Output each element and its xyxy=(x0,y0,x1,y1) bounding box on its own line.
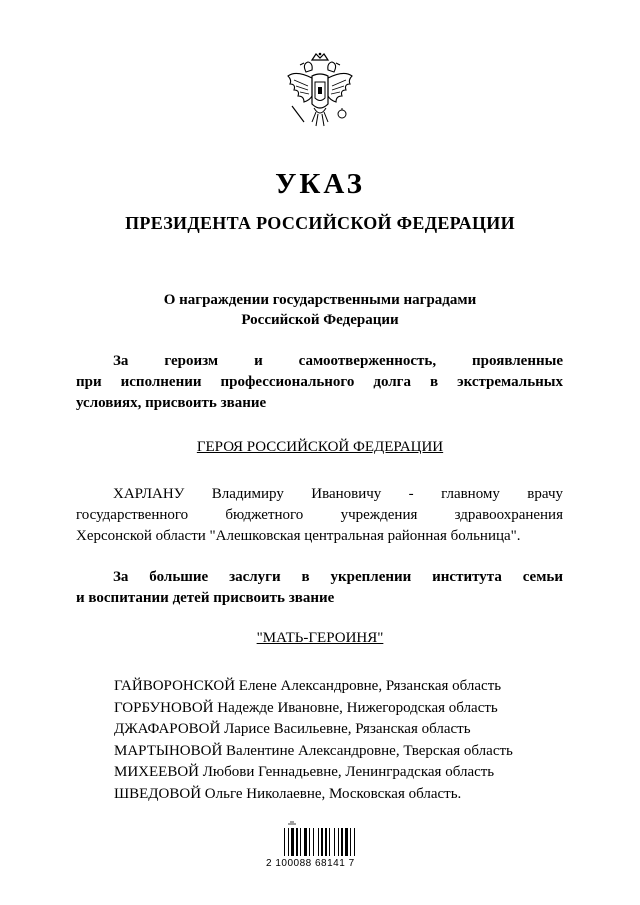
text-line: За большие заслуги в укреплении института семьи xyxy=(113,569,563,585)
decree-subtitle: ПРЕЗИДЕНТА РОССИЙСКОЙ ФЕДЕРАЦИИ xyxy=(125,213,515,233)
text-line: при исполнении профессионального долга в экстремальных xyxy=(76,374,563,390)
coat-of-arms-emblem xyxy=(282,52,358,140)
list-item: ГОРБУНОВОЙ Надежде Ивановне, Нижегородская область xyxy=(114,699,498,716)
list-item: ДЖАФАРОВОЙ Ларисе Васильевне, Рязанская область xyxy=(114,721,471,737)
decree-title: УКАЗ xyxy=(275,168,365,200)
award-title-mother-heroine: "МАТЬ-ГЕРОИНЯ" xyxy=(256,630,384,646)
text-line: и воспитании детей присвоить звание xyxy=(76,590,335,606)
section1-intro xyxy=(76,351,563,414)
text-line: Херсонской области "Алешковская центральная районная больница". xyxy=(76,528,521,544)
list-item: ШВЕДОВОЙ Ольге Николаевне, Московская область. xyxy=(114,785,462,802)
text-line: государственного бюджетного учреждения здравоохранения xyxy=(76,507,563,523)
list-item: ГАЙВОРОНСКОЙ Елене Александровне, Рязанская область xyxy=(114,678,502,694)
barcode-number: 2 100088 68141 7 xyxy=(266,858,355,869)
list-item: МИХЕЕВОЙ Любови Геннадьевне, Ленинградская область xyxy=(114,764,495,780)
subject-line: О награждении государственными наградами xyxy=(163,292,477,308)
section2-intro xyxy=(76,567,563,609)
barcode-image xyxy=(282,820,366,858)
recipients-list xyxy=(114,676,513,805)
text-line: За героизм и самоотверженность, проявленные xyxy=(113,353,563,369)
text-line: ХАРЛАНУ Владимиру Ивановичу - главному врачу xyxy=(113,486,563,502)
section1-recipient xyxy=(76,484,563,547)
award-title-hero: ГЕРОЯ РОССИЙСКОЙ ФЕДЕРАЦИИ xyxy=(196,439,444,455)
list-item: МАРТЫНОВОЙ Валентине Александровне, Тверская область xyxy=(114,742,513,759)
text-line: условиях, присвоить звание xyxy=(76,395,267,411)
decree-subject xyxy=(0,290,640,330)
subject-line: Российской Федерации xyxy=(241,312,399,328)
